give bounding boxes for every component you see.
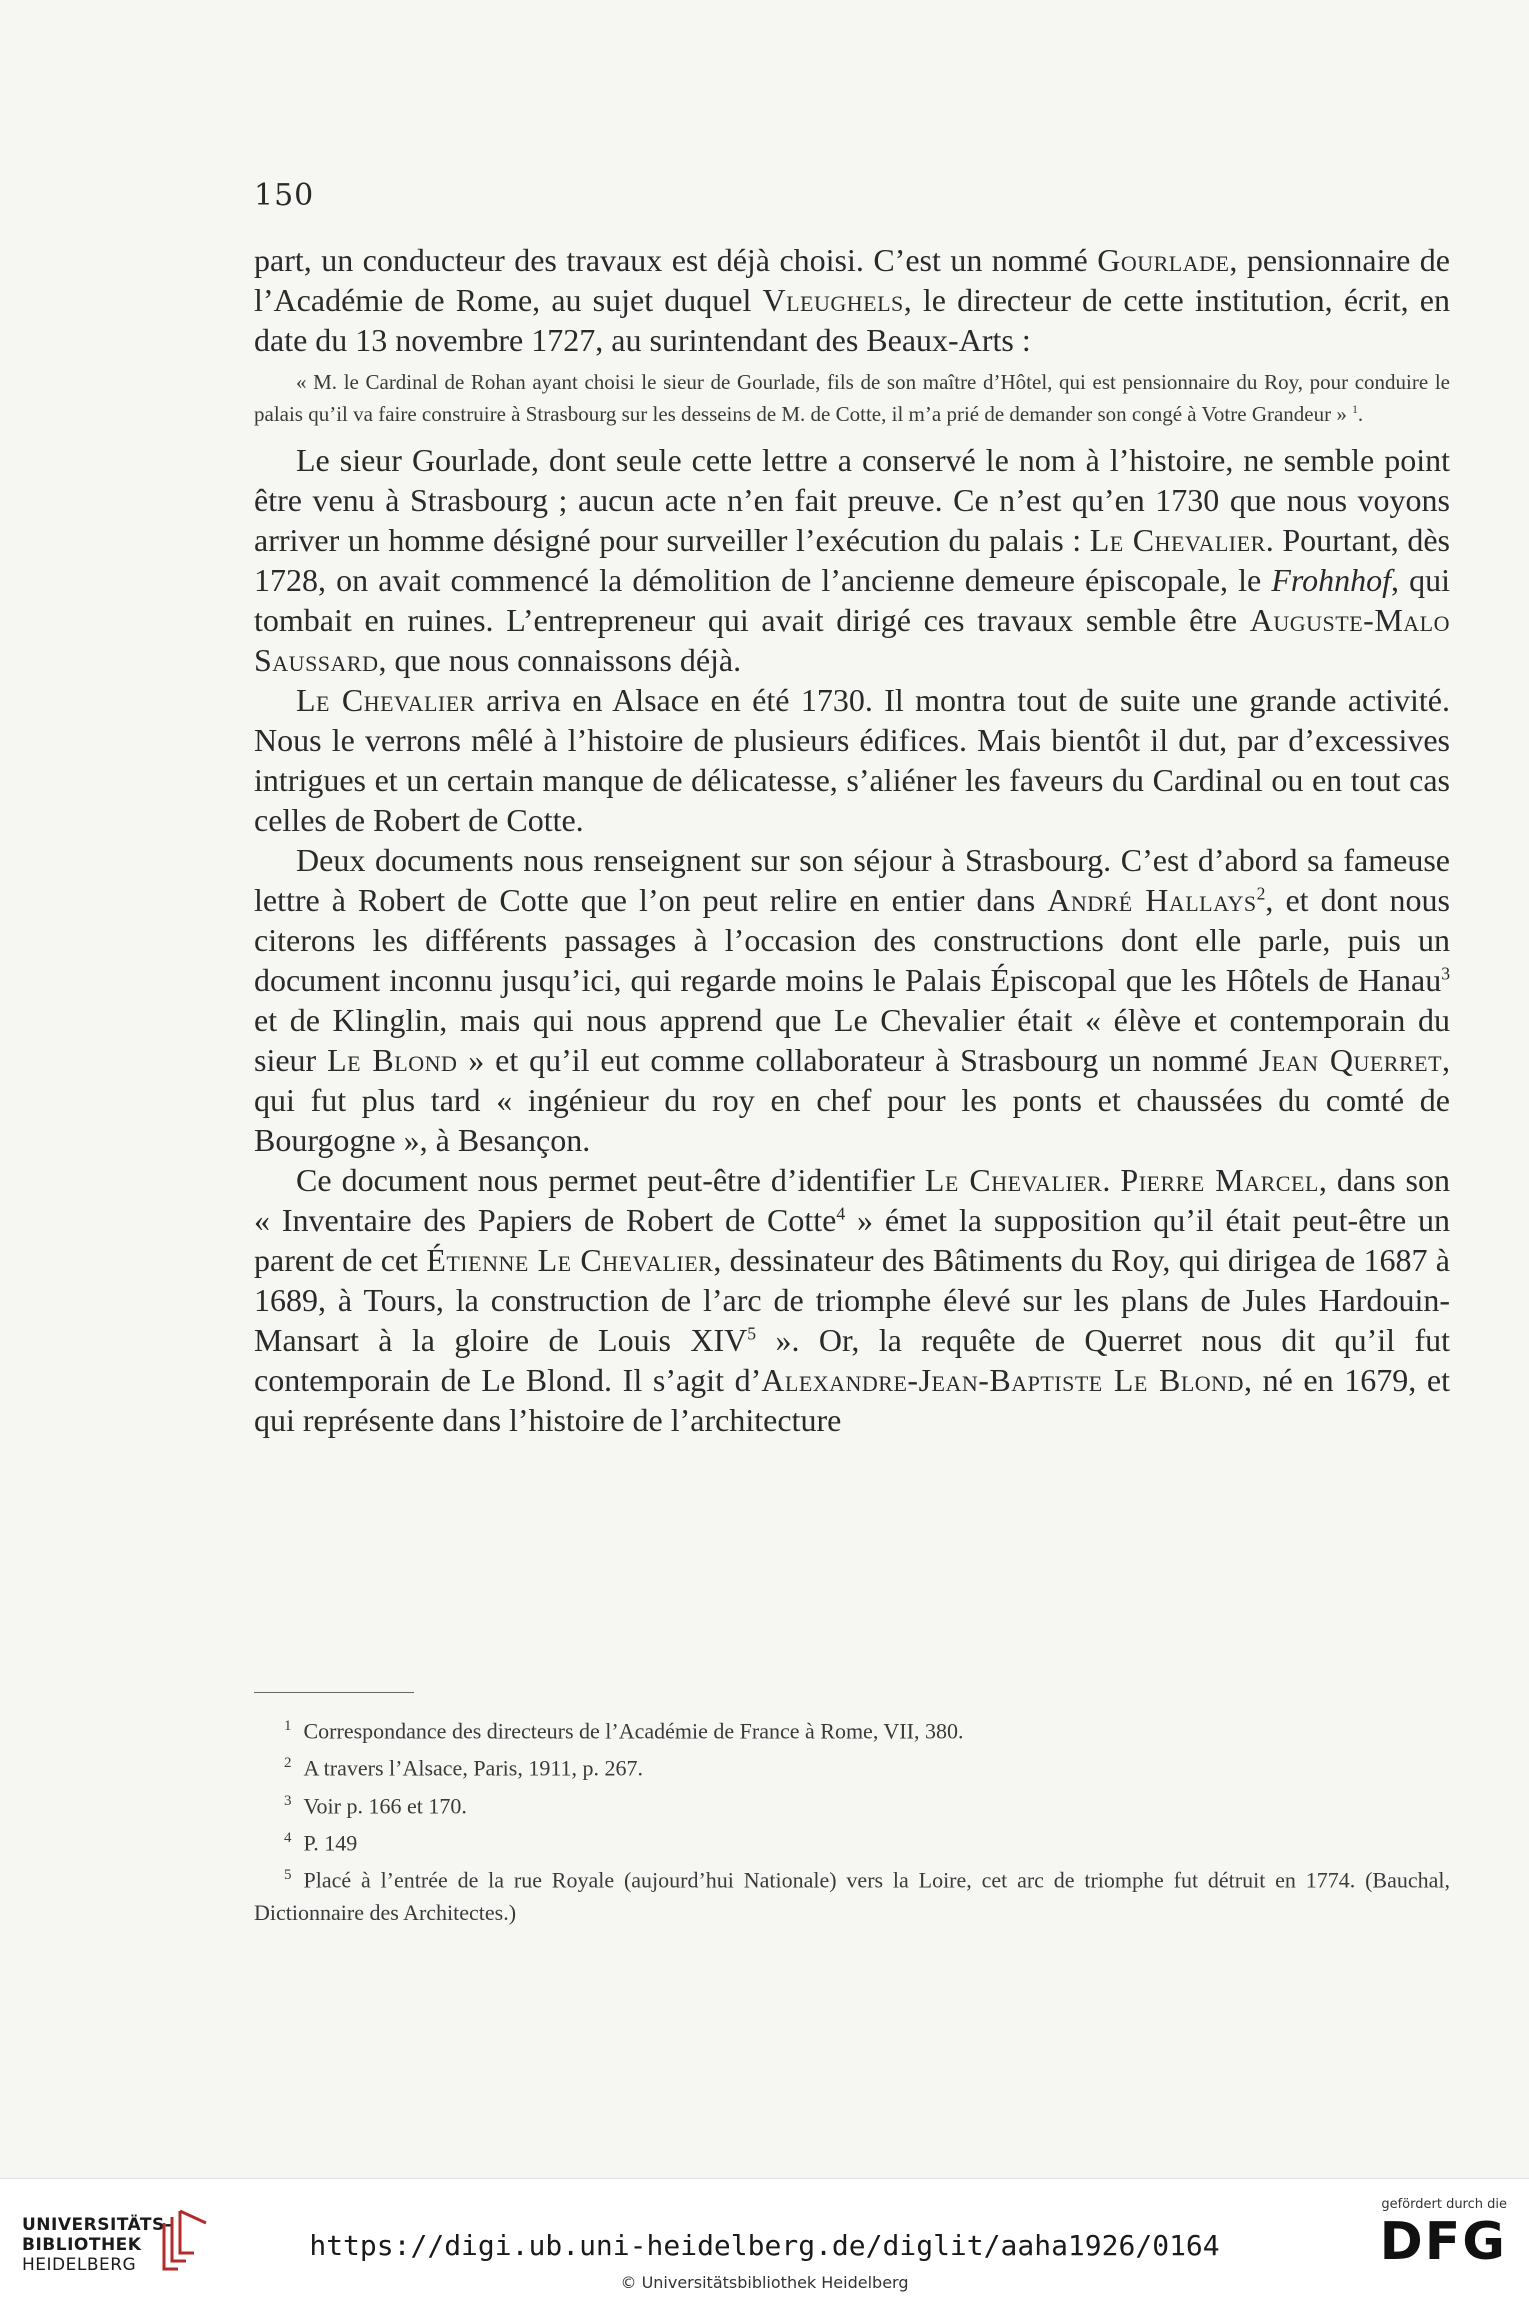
footnote-ref: 4 <box>836 1203 846 1224</box>
paragraph-2: Le sieur Gourlade, dont seule cette lettre a conservé le nom à l’histoire, ne semble point être venu à Strasbourg ; aucun acte n’en fait preuve. Ce n’est qu’en 1730 que nous voyons arriver un homme désigné pour surveiller l’exécution du palais : Le Chevalier. Pourtant, dès 1728, on avait commencé la démolition de l’ancienne demeure épiscopale, le Frohnhof, qui tombait en ruines. L’entrepreneur qui avait dirigé ces travaux semble être Auguste-Malo Saussard, que nous connaissons déjà. <box>254 442 1450 678</box>
funder-block <box>1379 2197 1507 2272</box>
copyright-notice: © Universitätsbibliothek Heidelberg <box>620 2273 909 2292</box>
footnote-ref: 1 <box>1352 404 1358 416</box>
footnote-4: $^4$ P. 149 <box>284 1829 358 1856</box>
main-text <box>254 240 1450 1440</box>
funder-caption: gefördert durch die <box>1381 2197 1507 2212</box>
viewer-footer <box>0 2178 1529 2304</box>
footnote-3: $^3$ Voir p. 166 et 170. <box>284 1792 467 1818</box>
footnote-5: $^5$ Placé à l’entrée de la rue Royale (aujourd’hui Nationale) vers la Loire, cet arc de triomphe fut détruit en 1774. (Bauchal, Dictionnaire des Architectes.) <box>254 1867 1450 1925</box>
footnote-ref: 3 <box>1441 963 1450 984</box>
dfg-logo[interactable]: DFG <box>1379 2212 1507 2272</box>
library-name-line-2: BIBLIOTHEK <box>22 2235 142 2255</box>
footnote-ref: 2 <box>1256 883 1266 904</box>
paragraph-4: Deux documents nous renseignent sur son séjour à Strasbourg. C’est d’abord sa fameuse lettre à Robert de Cotte que l’on peut relire en entier dans André Hallays$^2$, et dont nous citerons les différents passages à l’occasion des constructions dont elle parle, puis un document inconnu jusqu’ici, qui regarde moins le Palais Épiscopal que les Hôtels de Hanau$^3$ et de Klinglin, mais qui nous apprend que Le Chevalier était « élève et contemporain du sieur Le Blond » et qu’il eut comme collaborateur à Strasbourg un nommé Jean Querret, qui fut plus tard « ingénieur du roy en chef pour les ponts et chaussées du comté de Bourgogne », à Besançon. <box>254 842 1451 1158</box>
library-name-line-3: HEIDELBERG <box>22 2255 137 2275</box>
footnotes <box>254 1710 1450 1929</box>
paragraph-5: Ce document nous permet peut-être d’identifier Le Chevalier. Pierre Marcel, dans son « Inventaire des Papiers de Robert de Cotte$^4$ » émet la supposition qu’il était peut-être un parent de cet Étienne Le Chevalier, dessinateur des Bâtiments du Roy, qui dirigea de 1687 à 1689, à Tours, la construction de l’arc de triomphe élevé sur les plans de Jules Hardouin-Mansart à la gloire de Louis XIV$^5$ ». Or, la requête de Querret nous dit qu’il fut contemporain de Le Blond. Il s’agit d’Alexandre-Jean-Baptiste Le Blond, né en 1679, et qui représente dans l’histoire de l’architecture <box>254 1162 1451 1438</box>
paragraph-3: Le Chevalier arriva en Alsace en été 1730. Il montra tout de suite une grande activité. Nous le verrons mêlé à l’histoire de plusieurs édifices. Mais bientôt il dut, par d’excessives intrigues et un certain manque de délicatesse, s’aliéner les faveurs du Cardinal ou en tout cas celles de Robert de Cotte. <box>254 682 1450 838</box>
paragraph-1: part, un conducteur des travaux est déjà choisi. C’est un nommé Gourlade, pensionnaire de l’Académie de Rome, au sujet duquel Vleughels, le directeur de cette institution, écrit, en date du 13 novembre 1727, au surintendant des Beaux-Arts : <box>254 242 1451 358</box>
page-number: 150 <box>254 178 315 213</box>
footnote-1: $^1$ Correspondance des directeurs de l’Académie de France à Rome, VII, 380. <box>284 1718 964 1744</box>
footnote-2: $^2$ A travers l’Alsace, Paris, 1911, p. 267. <box>284 1755 644 1781</box>
footnote-divider <box>254 1692 414 1693</box>
library-name-line-1: UNIVERSITÄTS- <box>22 2215 173 2235</box>
permalink-url[interactable]: https://digi.ub.uni-heidelberg.de/diglit/aaha1926/0164 <box>309 2229 1220 2262</box>
footnote-ref: 5 <box>747 1323 757 1344</box>
block-quote: « M. le Cardinal de Rohan ayant choisi le sieur de Gourlade, fils de son maître d’Hôtel, qui est pensionnaire du Roy, pour conduire le palais qu’il va faire construire à Strasbourg sur les desseins de M. de Cotte, il m’a prié de demander son congé à Votre Grandeur » $^1$. <box>254 370 1450 426</box>
